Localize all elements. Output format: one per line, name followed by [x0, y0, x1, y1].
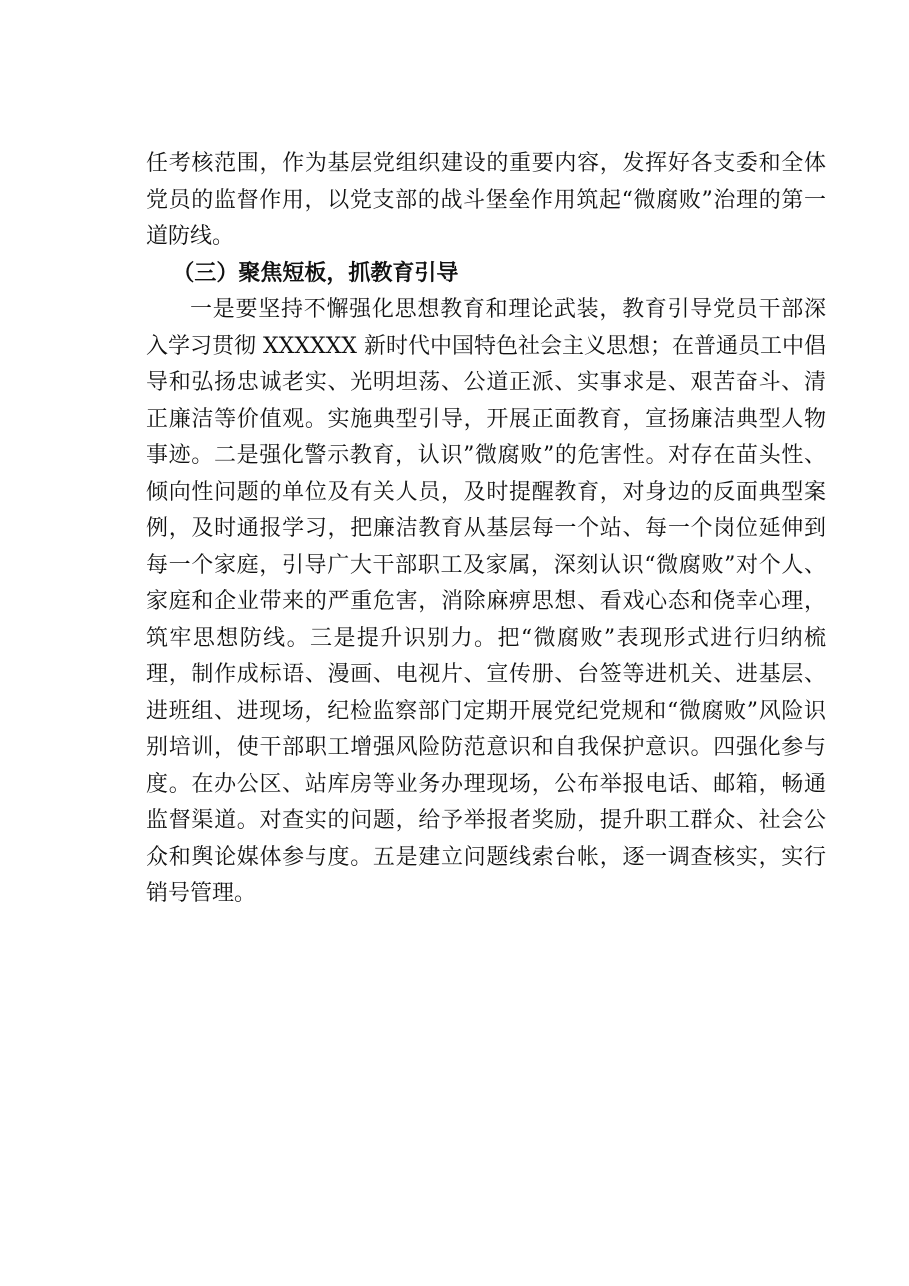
document-body	[146, 146, 826, 913]
section-heading: （三）聚焦短板，抓教育引导	[172, 260, 459, 286]
continued-paragraph: 任考核范围，作为基层党组织建设的重要内容，发挥好各支委和全体党员的监督作用，以党支部的战斗堡垒作用筑起“微腐败”治理的第一道防线。	[146, 151, 826, 249]
body-paragraph: 一是要坚持不懈强化思想教育和理论武装，教育引导党员干部深入学习贯彻 XXXXXX 新时代中国特色社会主义思想；在普通员工中倡导和弘扬忠诚老实、光明坦荡、公道正派、实事求是、艰苦奋斗、清正廉洁等价值观。实施典型引导，开展正面教育，宣扬廉洁典型人物事迹。二是强化警示教育，认识”微腐败”的危害性。对存在苗头性、倾向性问题的单位及有关人员，及时提醒教育，对身边的反面典型案例，及时通报学习，把廉洁教育从基层每一个站、每一个岗位延伸到每一个家庭，引导广大干部职工及家属，深刻认识“微腐败”对个人、家庭和企业带来的严重危害，消除麻痹思想、看戏心态和侥幸心理，筑牢思想防线。三是提升识别力。把“微腐败”表现形式进行归纳梳理，制作成标语、漫画、电视片、宣传册、台签等进机关、进基层、进班组、进现场，纪检监察部门定期开展党纪党规和“微腐败”风险识别培训，使干部职工增强风险防范意识和自我保护意识。四强化参与度。在办公区、站库房等业务办理现场，公布举报电话、邮箱，畅通监督渠道。对查实的问题，给予举报者奖励，提升职工群众、社会公众和舆论媒体参与度。五是建立问题线索台帐，逐一调查核实，实行销号管理。	[146, 297, 826, 906]
